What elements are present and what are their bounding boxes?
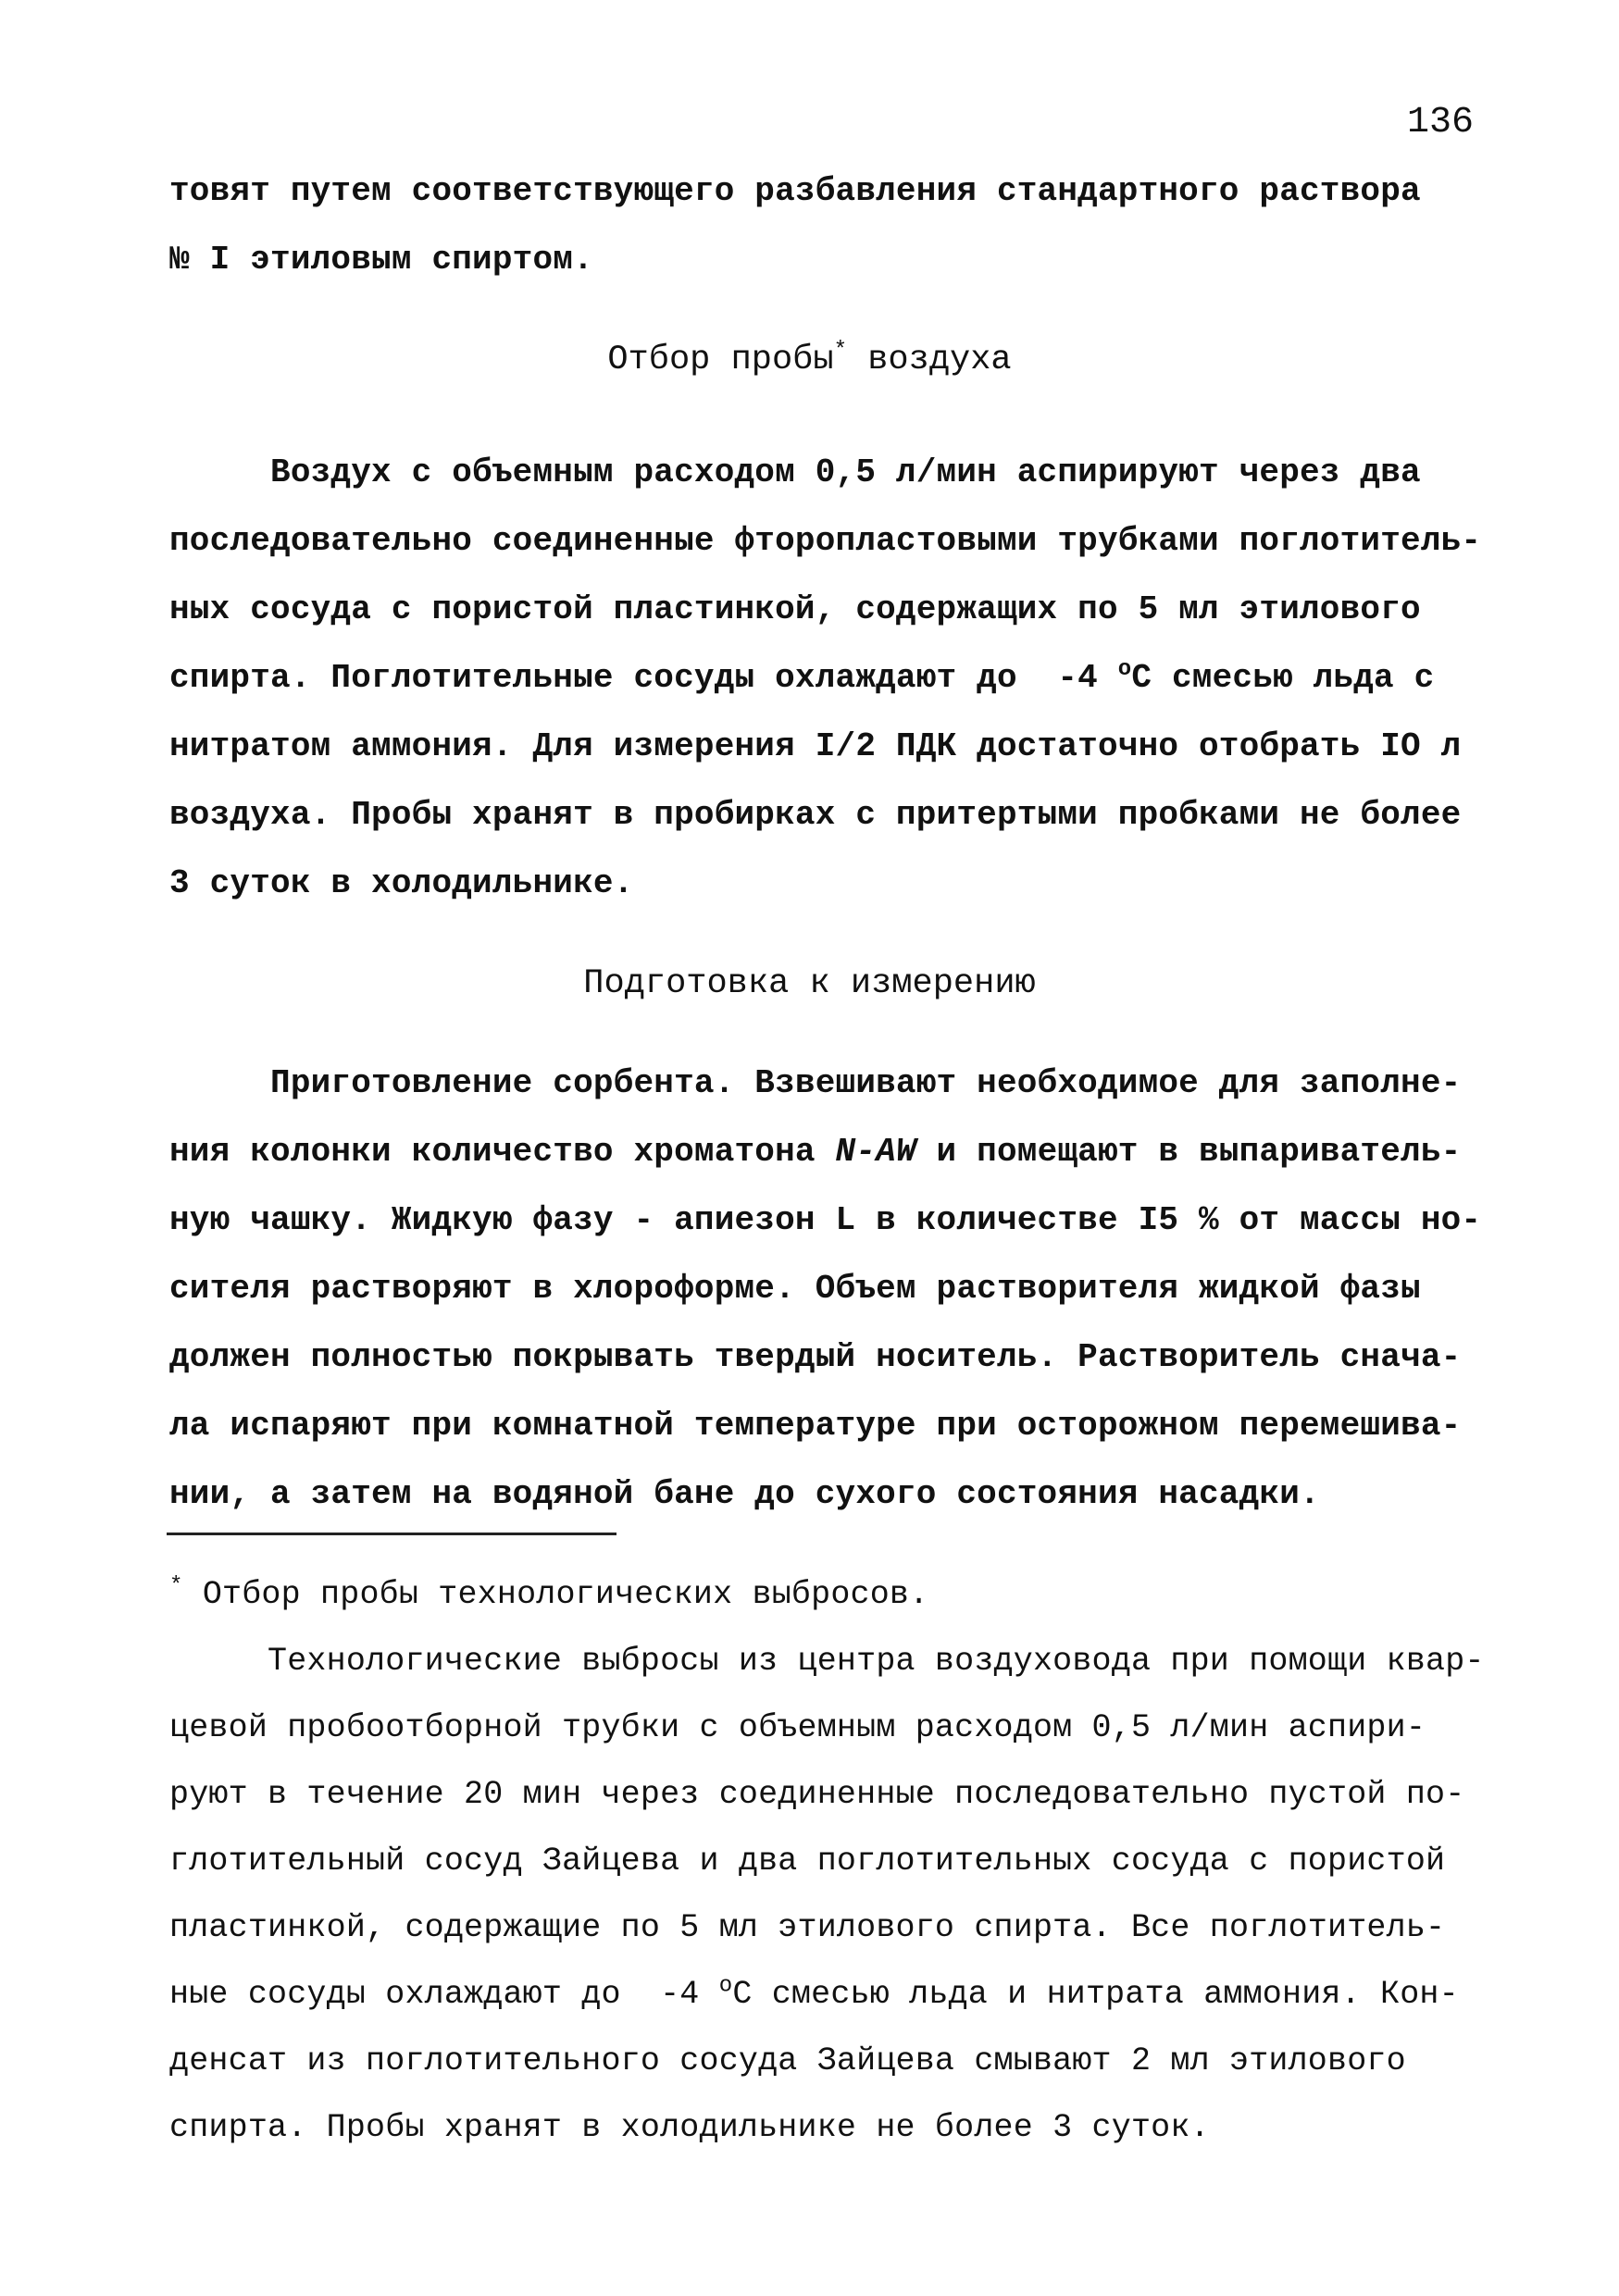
footnote-line-8: спирта. Пробы хранят в холодильнике не более 3 суток. <box>169 2109 1210 2146</box>
heading-air-sampling-rest: воздуха <box>847 341 1012 379</box>
heading-preparation: Подготовка к измерению <box>583 964 1036 1003</box>
para3-line-2-text: ния колонки количество хроматона <box>169 1133 836 1171</box>
footnote-line-4: глотительный сосуд Зайцева и два поглотительных сосуда с пористой <box>169 1843 1446 1880</box>
footnote-line-2: цевой пробоотборной трубки с объемным расходом 0,5 л/мин аспири- <box>169 1709 1426 1746</box>
para1-line-1: товят путем соответствующего разбавления стандартного раствора <box>169 172 1421 210</box>
footnote-line-7: денсат из поглотительного сосуда Зайцева смывают 2 мл этилового <box>169 2042 1406 2079</box>
para2-line-4-rest: С смесью льда с <box>1131 659 1435 697</box>
footnote-line-3: руют в течение 20 мин через соединенные последовательно пустой по- <box>169 1776 1465 1813</box>
footnote-mark: * <box>169 1573 183 1599</box>
para2-line-4 <box>169 644 1484 713</box>
para2-line-4-text: спирта. Поглотительные сосуды охлаждают до -4 <box>169 659 1118 697</box>
footnote-line-1: Технологические выбросы из центра воздуховода при помощи квар- <box>169 1643 1485 1680</box>
para2-line-1: Воздух с объемным расходом 0,5 л/мин аспирируют через два <box>169 453 1421 491</box>
footnote-divider <box>167 1533 616 1535</box>
footnote-line-6-rest: С смесью льда и нитрата аммония. Кон- <box>732 1976 1459 2013</box>
para2-line-5: нитратом аммония. Для измерения I/2 ПДК достаточно отобрать IO л <box>169 727 1462 765</box>
para2-line-2: последовательно соединенные фторопластовыми трубками поглотитель- <box>169 522 1482 560</box>
para3-line-3: ную чашку. Жидкую фазу - апиезон L в количестве I5 % от массы но- <box>169 1201 1482 1239</box>
footnote-line-6-text: ные сосуды охлаждают до -4 <box>169 1976 719 2013</box>
para1-line-2: № I этиловым спиртом. <box>169 241 593 279</box>
para3-line-4: сителя растворяют в хлороформе. Объем растворителя жидкой фазы <box>169 1270 1421 1308</box>
chromaton-grade: N-AW <box>835 1133 916 1171</box>
para3-line-7: нии, а затем на водяной бане до сухого состояния насадки. <box>169 1475 1320 1513</box>
para3-line-2 <box>169 1118 1484 1186</box>
footnote-reference-mark: * <box>833 338 847 364</box>
footnote-line-5: пластинкой, содержащие по 5 мл этилового спирта. Все поглотитель- <box>169 1909 1446 1946</box>
footnote-line-6 <box>169 1960 1484 2029</box>
para3-line-6: ла испаряют при комнатной температуре при осторожном перемешива- <box>169 1407 1462 1445</box>
degree-sign: о <box>1117 657 1132 682</box>
para2-line-7: 3 суток в холодильнике. <box>169 864 634 902</box>
page-number: 136 <box>1406 102 1474 143</box>
para2-line-6: воздуха. Пробы хранят в пробирках с притертыми пробками не более <box>169 796 1462 834</box>
heading-air-sampling-text: Отбор пробы <box>607 341 834 379</box>
footnote-title: Отбор пробы технологических выбросов. <box>182 1576 929 1613</box>
para3-line-1: Приготовление сорбента. Взвешивают необходимое для заполне- <box>169 1064 1462 1102</box>
para3-line-2-rest: и помещают в выпариватель- <box>915 1133 1462 1171</box>
para3-line-5: должен полностью покрывать твердый носитель. Растворитель снача- <box>169 1338 1462 1376</box>
heading-air-sampling <box>0 326 1619 394</box>
footnote-title-line <box>169 1560 1484 1629</box>
footnote-degree-sign: о <box>718 1973 733 1999</box>
para2-line-3: ных сосуда с пористой пластинкой, содержащих по 5 мл этилового <box>169 590 1421 628</box>
